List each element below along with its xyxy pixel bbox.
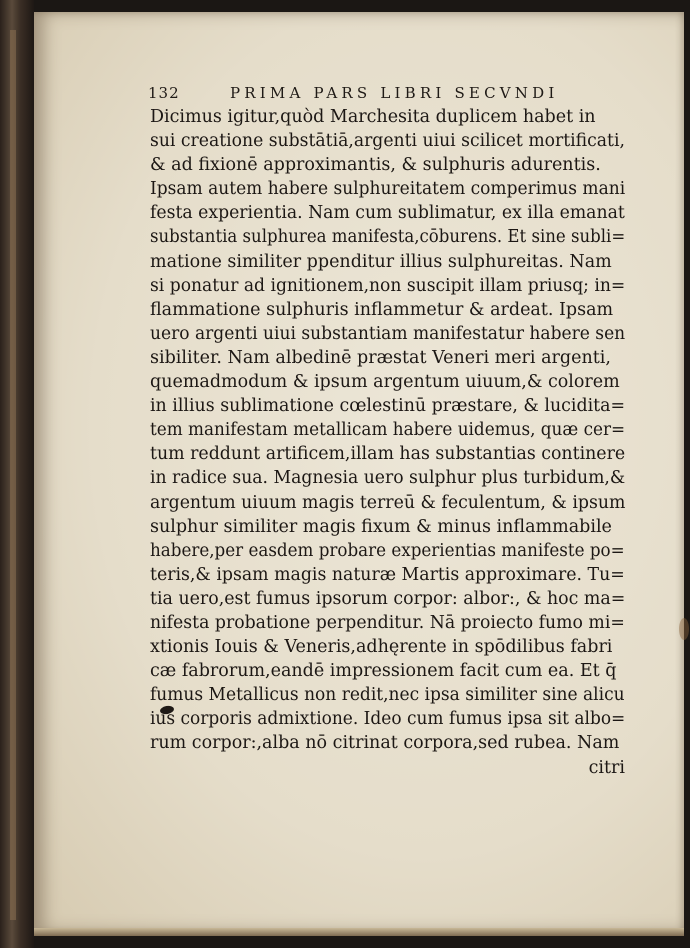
text-line: uero argenti uiui substantiam manifestatur habere sen [150,323,626,344]
text-line: ius corporis admixtione. Ideo cum fumus ipsa sit albo= [150,709,626,730]
catchword: citri [588,757,625,778]
text-line: xtionis Iouis & Veneris,adhęrente in spōdilibus fabri [150,637,613,658]
text-line: si ponatur ad ignitionem,non suscipit illam priusq; in= [150,275,626,296]
text-line: sui creatione substātiā,argenti uiui scilicet mortificati, [150,131,625,152]
page-number: 132 [148,84,180,102]
running-head-title: PRIMA PARS LIBRI SECVNDI [230,84,559,102]
text-line: Ipsam autem habere sulphureitatem comperimus mani [150,179,626,200]
text-line: sibiliter. Nam albedinē præstat Veneri meri argenti, [150,347,611,368]
text-line: festa experientia. Nam cum sublimatur, ex illa emanat [150,203,625,224]
text-line: in illius sublimatione cœlestinū præstare, & lucidita= [150,396,626,417]
text-line: quemadmodum & ipsum argentum uiuum,& colorem [150,372,620,393]
text-line: tia uero,est fumus ipsorum corpor: albor:, & hoc ma= [150,588,626,609]
text-line: sulphur similiter magis fixum & minus inflammabile [150,516,612,537]
text-line: in radice sua. Magnesia uero sulphur plus turbidum,& [150,468,626,489]
text-line: fumus Metallicus non redit,nec ipsa similiter sine alicu [150,685,625,706]
text-line: nifesta probatione perpenditur. Nā proiecto fumo mi= [150,612,625,633]
page-stack-edge [34,928,684,936]
text-line: teris,& ipsam magis naturæ Martis approximare. Tu= [150,564,625,585]
body-text [150,105,625,780]
text-line: cæ fabrorum,eandē impressionem facit cum ea. Et q̄ [150,661,617,682]
margin-stain [679,618,689,640]
text-line: & ad fixionē approximantis, & sulphuris adurentis. [150,155,601,176]
text-line: tem manifestam metallicam habere uidemus, quæ cer= [150,420,626,441]
text-line: habere,per easdem probare experientias manifeste po= [150,540,625,561]
spine-binding [10,30,16,920]
text-line: argentum uiuum magis terreū & feculentum, & ipsum [150,492,626,513]
text-line: flammatione sulphuris inflammetur & ardeat. Ipsam [150,299,614,320]
text-line: matione similiter ppenditur illius sulphureitas. Nam [150,251,612,272]
book-spine [0,0,34,948]
text-line: rum corpor:,alba nō citrinat corpora,sed rubea. Nam [150,733,620,754]
text-line: tum reddunt artificem,illam has substantias continere [150,444,626,465]
text-line: substantia sulphurea manifesta,cōburens. Et sine subli= [150,227,626,248]
text-line: Dicimus igitur,quòd Marchesita duplicem habet in [150,107,596,127]
